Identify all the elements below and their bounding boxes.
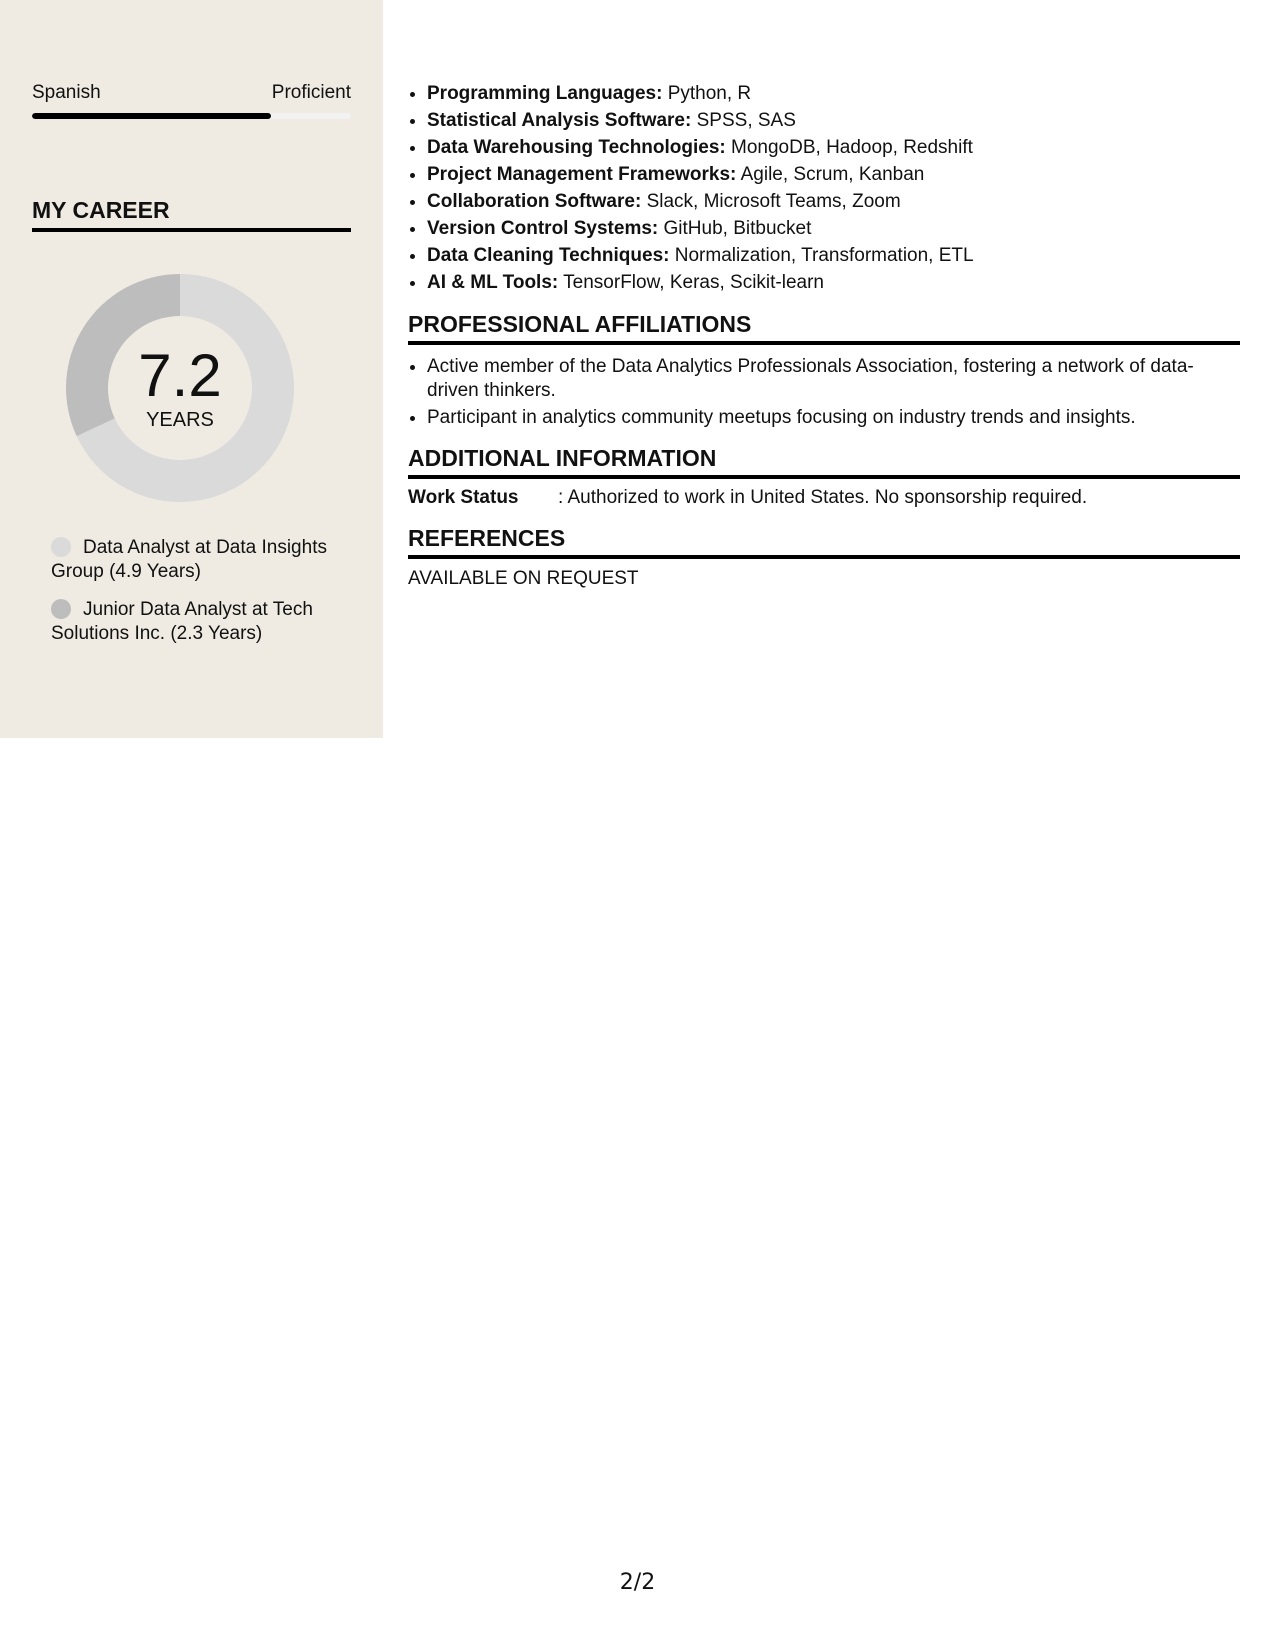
career-heading: MY CAREER bbox=[32, 196, 351, 232]
references-heading: REFERENCES bbox=[408, 524, 1240, 559]
additional-info-heading: ADDITIONAL INFORMATION bbox=[408, 444, 1240, 479]
skill-item bbox=[427, 134, 1240, 161]
skill-label: Programming Languages: bbox=[427, 83, 663, 104]
skill-value: Agile, Scrum, Kanban bbox=[740, 164, 925, 185]
skill-label: Data Cleaning Techniques: bbox=[427, 245, 670, 266]
career-legend-item bbox=[51, 536, 351, 584]
skill-item bbox=[427, 161, 1240, 188]
career-legend-label: Junior Data Analyst at Tech Solutions Inc. (2.3 Years) bbox=[51, 599, 313, 644]
affiliation-item: • Participant in analytics community meetups focusing on industry trends and insights. bbox=[427, 406, 1240, 430]
work-status-row bbox=[408, 486, 1240, 510]
skill-label: Statistical Analysis Software: bbox=[427, 110, 692, 131]
skill-label: Project Management Frameworks: bbox=[427, 164, 737, 185]
references-text: AVAILABLE ON REQUEST bbox=[408, 568, 639, 589]
career-legend-label: Data Analyst at Data Insights Group (4.9 Years) bbox=[51, 537, 327, 582]
skill-label: Collaboration Software: bbox=[427, 191, 642, 212]
career-legend-item bbox=[51, 598, 351, 646]
career-total-unit: YEARS bbox=[146, 409, 214, 431]
skills-list bbox=[408, 80, 1240, 296]
skill-item bbox=[427, 188, 1240, 215]
language-name: Spanish bbox=[32, 82, 101, 103]
skill-value: TensorFlow, Keras, Scikit-learn bbox=[563, 272, 824, 293]
affiliations-heading: PROFESSIONAL AFFILIATIONS bbox=[408, 310, 1240, 345]
language-row bbox=[32, 82, 351, 104]
skill-value: Normalization, Transformation, ETL bbox=[674, 245, 974, 266]
work-status-label: Work Status bbox=[408, 487, 519, 508]
page-number: 2/2 bbox=[619, 1570, 656, 1595]
skill-item bbox=[427, 107, 1240, 134]
language-level: Proficient bbox=[271, 82, 351, 103]
skill-label: Data Warehousing Technologies: bbox=[427, 137, 726, 158]
affiliation-item: • Active member of the Data Analytics Professionals Association, fostering a network of data-driven thinkers. bbox=[427, 355, 1240, 403]
language-proficiency-fill bbox=[32, 113, 271, 119]
skill-label: Version Control Systems: bbox=[427, 218, 659, 239]
sidebar bbox=[0, 0, 383, 738]
career-donut-chart bbox=[65, 273, 295, 503]
skill-value: Slack, Microsoft Teams, Zoom bbox=[646, 191, 901, 212]
language-proficiency-bar bbox=[32, 113, 351, 119]
skill-value: GitHub, Bitbucket bbox=[663, 218, 812, 239]
work-status-value: : Authorized to work in United States. No sponsorship required. bbox=[558, 487, 1088, 508]
legend-dot-icon bbox=[51, 599, 71, 619]
main-content bbox=[408, 80, 1240, 591]
skill-value: MongoDB, Hadoop, Redshift bbox=[731, 137, 973, 158]
affiliations-list bbox=[408, 355, 1240, 430]
skill-item bbox=[427, 269, 1240, 296]
skill-value: SPSS, SAS bbox=[696, 110, 796, 131]
career-total-years: 7.2 bbox=[138, 342, 222, 409]
skill-item bbox=[427, 242, 1240, 269]
skill-value: Python, R bbox=[667, 83, 752, 104]
skill-label: AI & ML Tools: bbox=[427, 272, 559, 293]
legend-dot-icon bbox=[51, 537, 71, 557]
career-legend bbox=[51, 536, 351, 660]
skill-item bbox=[427, 215, 1240, 242]
skill-item bbox=[427, 80, 1240, 107]
